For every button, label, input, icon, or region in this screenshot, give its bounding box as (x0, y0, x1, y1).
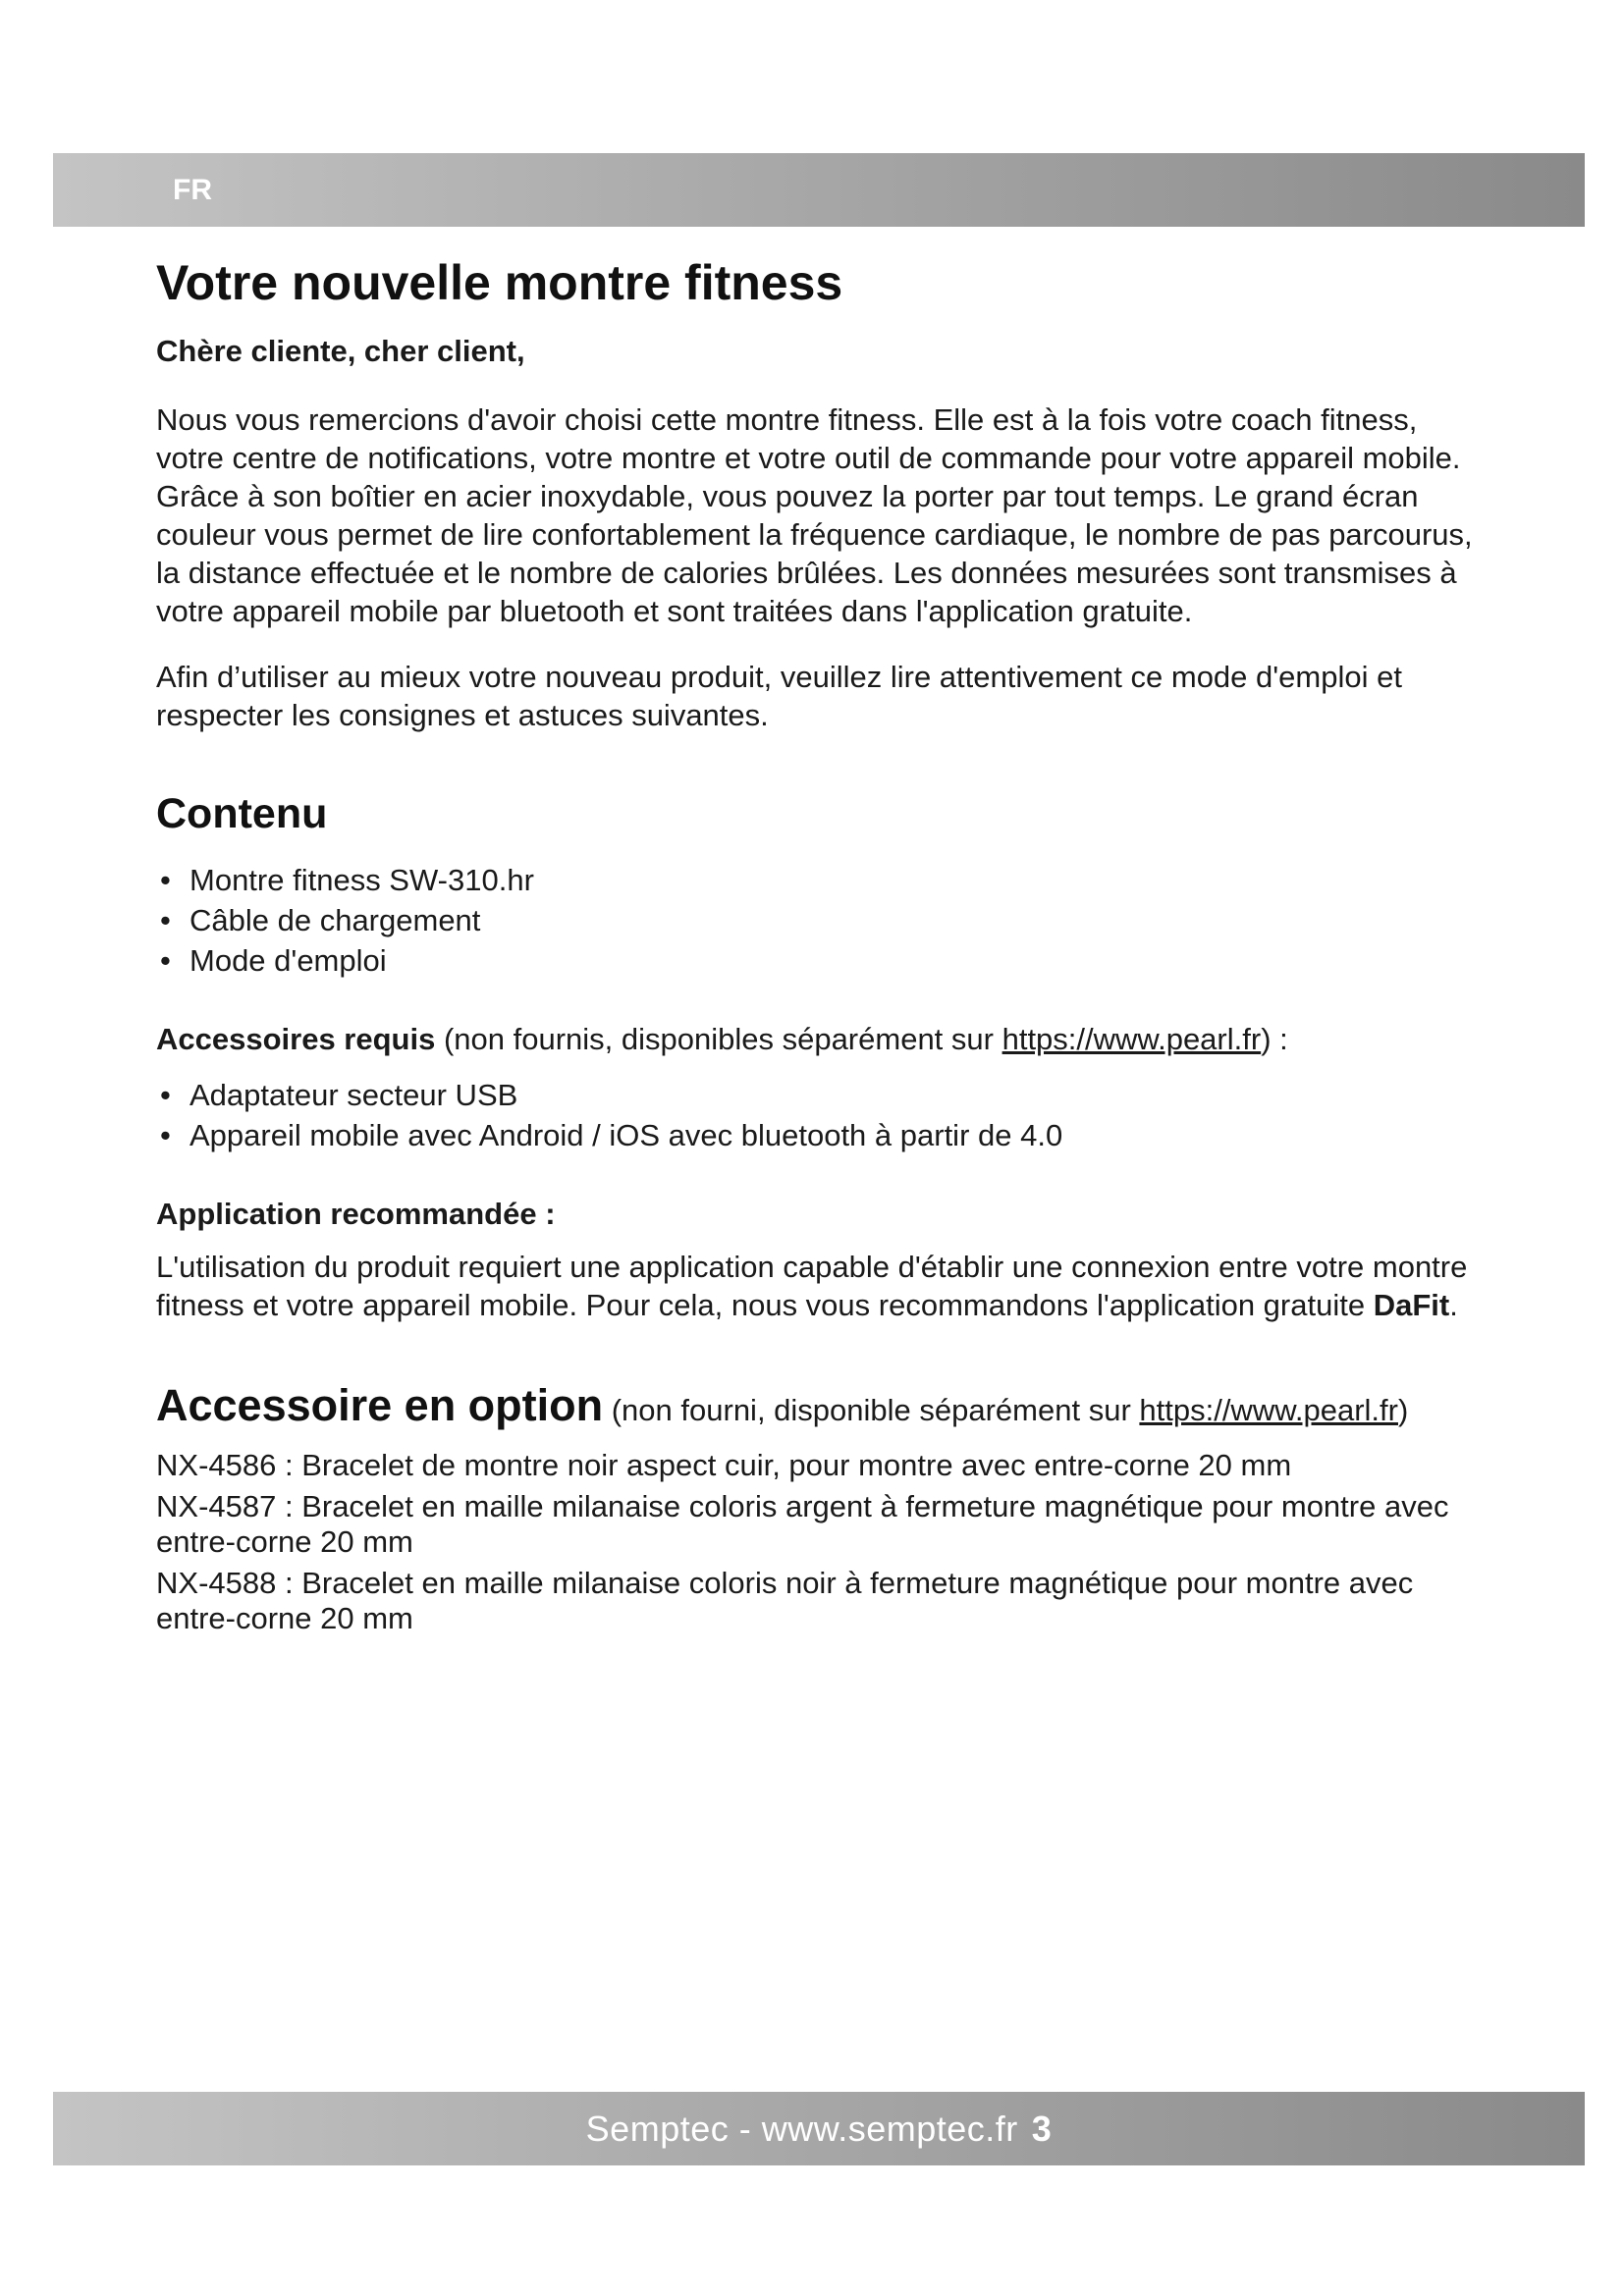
list-item: • Mode d'emploi (156, 940, 1482, 981)
page-content (156, 253, 1482, 1642)
app-text: L'utilisation du produit requiert une application capable d'établir une connexion entre votre montre fitness et votre appareil mobile. Pour cela, nous vous recommandons l'application gratuite (156, 1250, 1468, 1323)
greeting: Chère cliente, cher client, (156, 334, 525, 368)
required-list (156, 1075, 1482, 1155)
app-name: DaFit (1373, 1288, 1450, 1323)
required-accessories-label: Accessoires requis (156, 1021, 436, 1056)
accessory-item: NX-4588 : Bracelet en maille milanaise coloris noir à fermeture magnétique pour montre avec entre-corne 20 mm (156, 1566, 1414, 1636)
footer-text (586, 2109, 1053, 2149)
list-item: • Adaptateur secteur USB (156, 1075, 1482, 1115)
footer-site: Semptec - www.semptec.fr (585, 2109, 1018, 2149)
language-label: FR (173, 174, 212, 206)
list-item: • Câble de chargement (156, 900, 1482, 940)
pearl-link[interactable]: https://www.pearl.fr (1001, 1021, 1262, 1056)
app-paragraph (156, 1248, 1482, 1324)
advice-paragraph: Afin d’utiliser au mieux votre nouveau produit, veuillez lire attentivement ce mode d'emploi et respecter les consignes et astuces suivantes. (156, 660, 1402, 733)
required-note-before: (non fournis, disponibles séparément sur (435, 1021, 1002, 1056)
list-item: • Appareil mobile avec Android / iOS avec bluetooth à partir de 4.0 (156, 1115, 1482, 1155)
footer-bar (53, 2092, 1585, 2165)
accessory-item: NX-4587 : Bracelet en maille milanaise coloris argent à fermeture magnétique pour montre avec entre-corne 20 mm (156, 1489, 1449, 1560)
app-text-end: . (1449, 1288, 1458, 1323)
contents-list (156, 860, 1482, 981)
header-bar (53, 153, 1585, 227)
optional-note-after: ) (1397, 1393, 1409, 1428)
required-accessories-line (156, 1020, 1482, 1059)
page-title: Votre nouvelle montre fitness (156, 255, 843, 310)
optional-accessory-title: Accessoire en option (156, 1380, 604, 1431)
contents-heading: Contenu (156, 790, 328, 838)
required-note-after: ) : (1261, 1021, 1288, 1056)
list-item: • Montre fitness SW-310.hr (156, 860, 1482, 900)
intro-paragraph: Nous vous remercions d'avoir choisi cette montre fitness. Elle est à la fois votre coach fitness, votre centre de notifications, votre montre et votre outil de commande pour votre appareil mobile. Grâce à son boîtier en acier inoxydable, vous pouvez la porter par tout temps. Le grand écran couleur vous permet de lire confortablement la fréquence cardiaque, le nombre de pas parcourus, la distance effectuée et le nombre de calories brûlées. Les données mesurées sont transmises à votre appareil mobile par bluetooth et sont traitées dans l'application gratuite. (156, 402, 1473, 629)
optional-accessory-heading (156, 1379, 1482, 1432)
app-heading: Application recommandée : (156, 1197, 556, 1232)
pearl-link-optional[interactable]: https://www.pearl.fr (1139, 1393, 1398, 1428)
optional-note-before: (non fourni, disponible séparément sur (603, 1393, 1140, 1428)
page-number: 3 (1031, 2109, 1053, 2149)
accessory-item: NX-4586 : Bracelet de montre noir aspect cuir, pour montre avec entre-corne 20 mm (156, 1448, 1292, 1483)
